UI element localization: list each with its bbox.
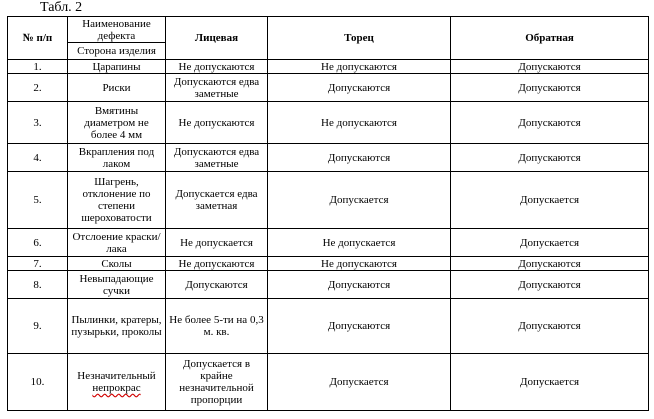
cell-front: Не допускаются bbox=[166, 60, 268, 74]
cell-edge: Допускается bbox=[268, 354, 451, 411]
header-row bbox=[8, 17, 649, 43]
defect-line1: Незначительный bbox=[77, 370, 156, 382]
table-row bbox=[8, 299, 649, 354]
cell-defect: Вкрапления под лаком bbox=[68, 144, 166, 172]
cell-edge: Допускаются bbox=[268, 74, 451, 102]
table-row bbox=[8, 144, 649, 172]
cell-back: Допускается bbox=[451, 354, 649, 411]
cell-front: Допускаются bbox=[166, 271, 268, 299]
cell-num: 7. bbox=[8, 257, 68, 271]
cell-back: Допускаются bbox=[451, 257, 649, 271]
cell-edge: Допускается bbox=[268, 172, 451, 229]
cell-defect: Шагрень, отклонение по степени шероховатости bbox=[68, 172, 166, 229]
cell-front: Не допускается bbox=[166, 229, 268, 257]
cell-back: Допускается bbox=[451, 229, 649, 257]
cell-edge: Не допускаются bbox=[268, 257, 451, 271]
cell-edge: Не допускается bbox=[268, 229, 451, 257]
cell-back: Допускаются bbox=[451, 74, 649, 102]
cell-defect: Невыпадающие сучки bbox=[68, 271, 166, 299]
defect-line2: непрокрас bbox=[92, 382, 141, 394]
cell-edge: Допускаются bbox=[268, 299, 451, 354]
table-row bbox=[8, 102, 649, 144]
cell-front: Не более 5-ти на 0,3 м. кв. bbox=[166, 299, 268, 354]
cell-num: 8. bbox=[8, 271, 68, 299]
header-edge: Торец bbox=[268, 17, 451, 60]
cell-back: Допускаются bbox=[451, 271, 649, 299]
cell-edge: Допускаются bbox=[268, 144, 451, 172]
cell-front: Допускается едва заметная bbox=[166, 172, 268, 229]
cell-defect: Царапины bbox=[68, 60, 166, 74]
cell-back: Допускаются bbox=[451, 60, 649, 74]
cell-defect: Риски bbox=[68, 74, 166, 102]
table-row bbox=[8, 74, 649, 102]
table-row bbox=[8, 229, 649, 257]
defects-table bbox=[7, 16, 649, 411]
table-row bbox=[8, 271, 649, 299]
header-back: Обратная bbox=[451, 17, 649, 60]
table-row bbox=[8, 172, 649, 229]
cell-num: 10. bbox=[8, 354, 68, 411]
cell-num: 5. bbox=[8, 172, 68, 229]
table-row bbox=[8, 354, 649, 411]
cell-num: 6. bbox=[8, 229, 68, 257]
cell-num: 2. bbox=[8, 74, 68, 102]
cell-num: 1. bbox=[8, 60, 68, 74]
cell-back: Допускаются bbox=[451, 102, 649, 144]
cell-front: Допускаются едва заметные bbox=[166, 74, 268, 102]
cell-edge: Не допускаются bbox=[268, 102, 451, 144]
cell-defect: Сколы bbox=[68, 257, 166, 271]
cell-defect: Отслоение краски/лака bbox=[68, 229, 166, 257]
cell-edge: Не допускаются bbox=[268, 60, 451, 74]
table-row bbox=[8, 60, 649, 74]
cell-defect: Вмятины диаметром не более 4 мм bbox=[68, 102, 166, 144]
cell-back: Допускаются bbox=[451, 299, 649, 354]
cell-front: Не допускаются bbox=[166, 257, 268, 271]
cell-defect bbox=[68, 354, 166, 411]
header-product-side: Сторона изделия bbox=[68, 43, 166, 60]
cell-back: Допускается bbox=[451, 172, 649, 229]
cell-num: 4. bbox=[8, 144, 68, 172]
cell-back: Допускаются bbox=[451, 144, 649, 172]
cell-num: 3. bbox=[8, 102, 68, 144]
table-caption: Табл. 2 bbox=[40, 0, 83, 15]
cell-front: Не допускаются bbox=[166, 102, 268, 144]
header-front: Лицевая bbox=[166, 17, 268, 60]
cell-defect: Пылинки, кратеры, пузырьки, проколы bbox=[68, 299, 166, 354]
cell-num: 9. bbox=[8, 299, 68, 354]
header-defect-name: Наименование дефекта bbox=[68, 17, 166, 43]
table-row bbox=[8, 257, 649, 271]
header-num: № п/п bbox=[8, 17, 68, 60]
cell-edge: Допускаются bbox=[268, 271, 451, 299]
cell-front: Допускается в крайне незначительной пропорции bbox=[166, 354, 268, 411]
cell-front: Допускаются едва заметные bbox=[166, 144, 268, 172]
